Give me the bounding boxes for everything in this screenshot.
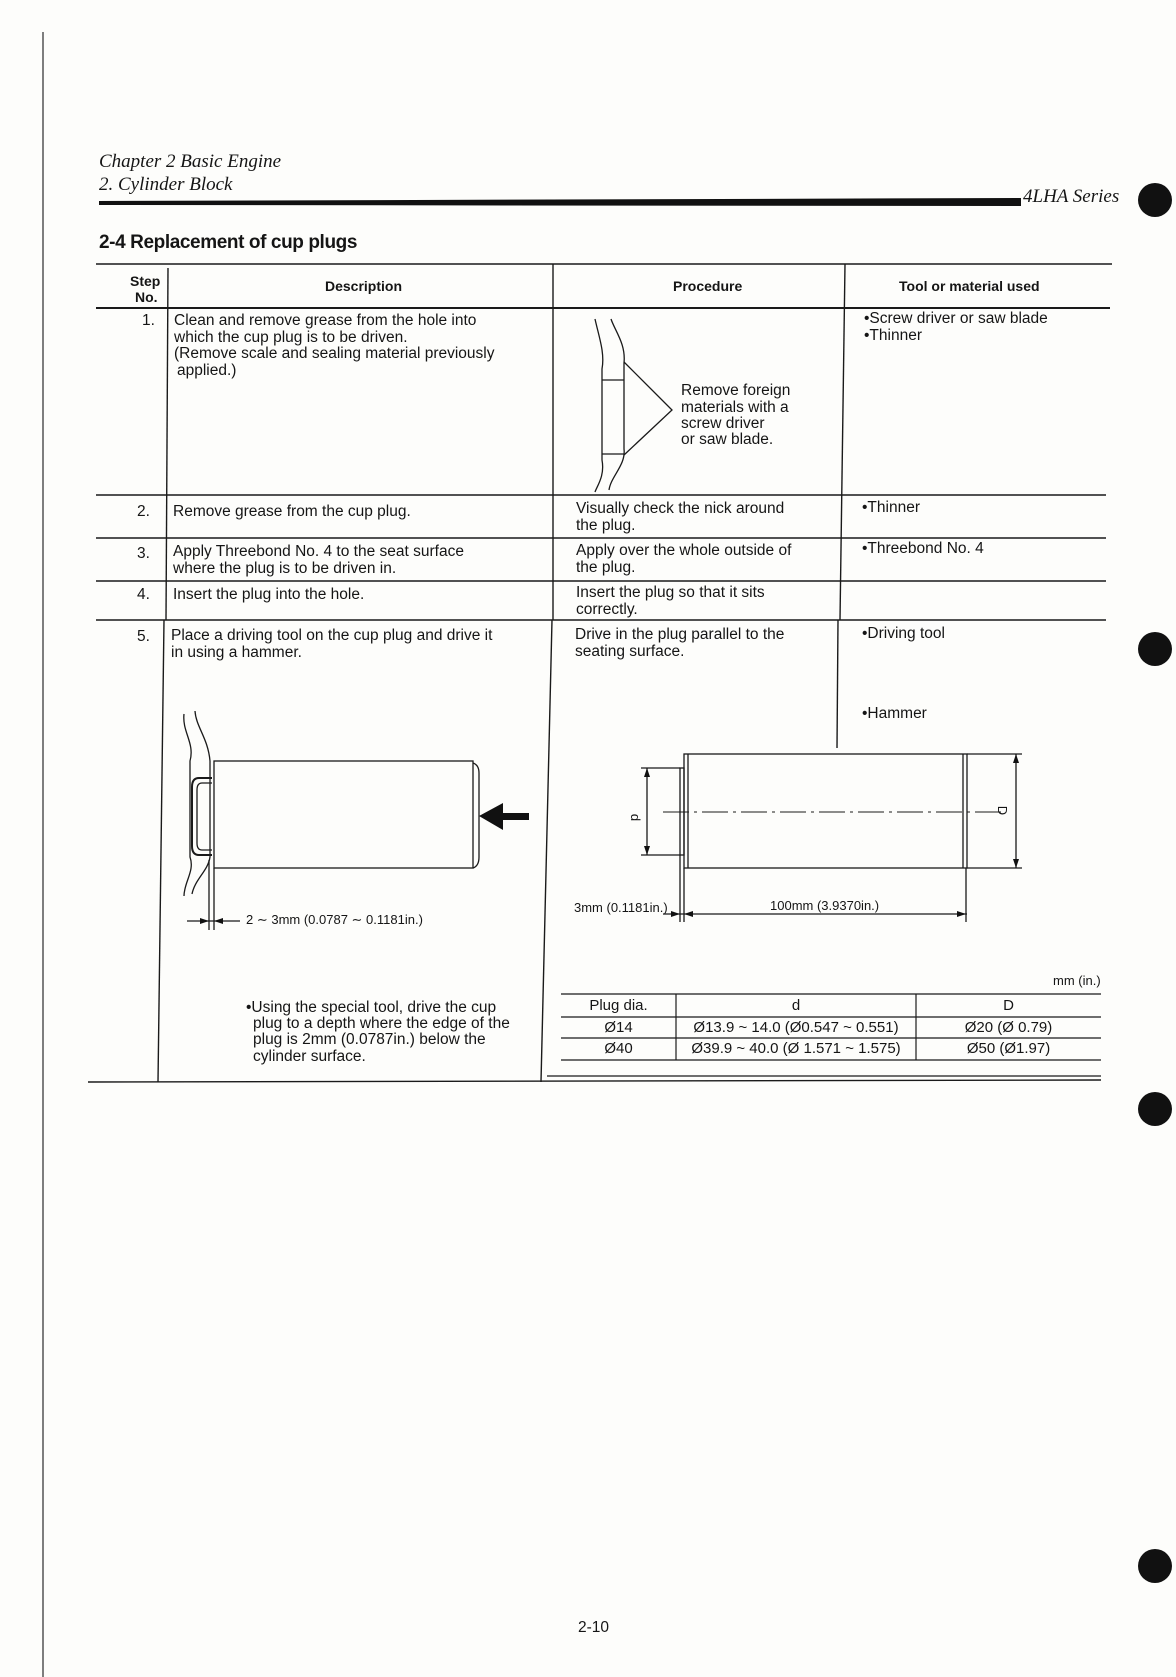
row-1-tool: •Screw driver or saw blade (864, 310, 1048, 327)
driving-tool-end (473, 763, 479, 868)
body-diameter-label: D (995, 805, 1011, 816)
depth-arrow-right (214, 918, 223, 924)
cylinder-wall-outer-contour (184, 714, 192, 896)
row-3-step: 3. (137, 545, 150, 562)
row-5-description-line: Place a driving tool on the cup plug and drive it (171, 627, 493, 644)
spec-header-d: d (791, 997, 801, 1014)
column-header-tool: Tool or material used (899, 278, 1040, 294)
row-5-tool: •Driving tool (862, 625, 945, 642)
spec-cell: Ø20 (Ø 0.79) (964, 1019, 1053, 1036)
row-4-description-line: Insert the plug into the hole. (173, 586, 365, 603)
spec-header-D: D (1003, 997, 1014, 1014)
bore-wall-inner-contour (609, 319, 624, 490)
spec-cell: Ø40 (604, 1040, 633, 1057)
length-dimension-label: 100mm (3.9370in.) (770, 898, 880, 913)
row-1-description-line: which the cup plug is to be driven. (174, 329, 408, 346)
row-3-description-line: where the plug is to be driven in. (173, 560, 397, 577)
row-3-procedure-line: Apply over the whole outside of (576, 542, 792, 559)
plug-driving-diagram (184, 711, 479, 930)
page-title: 2-4 Replacement of cup plugs (99, 232, 358, 253)
row-1-procedure-callout: materials with a (681, 399, 789, 416)
column-header-step: Step (130, 273, 161, 289)
row-3-description-line: Apply Threebond No. 4 to the seat surface (173, 543, 464, 560)
series-label: 4LHA Series (1023, 186, 1120, 207)
length-arrow-start (684, 911, 693, 917)
spec-cell: Ø13.9 ~ 14.0 (Ø0.547 ~ 0.551) (693, 1019, 899, 1036)
shoulder-dimension-label: 3mm (0.1181in.) (574, 900, 668, 915)
spec-cell: Ø39.9 ~ 40.0 (Ø 1.571 ~ 1.575) (691, 1040, 901, 1057)
driving-tool-body (214, 761, 473, 868)
binder-hole-3 (1138, 1092, 1172, 1126)
note-line: plug is 2mm (0.0787in.) below the (253, 1031, 486, 1048)
cup-plug-outer (192, 778, 212, 855)
row-4-procedure-line: Insert the plug so that it sits (576, 584, 765, 601)
row-5-procedure-line: Drive in the plug parallel to the (575, 626, 785, 643)
callout-pointer (624, 362, 672, 455)
row-3-procedure-line: the plug. (576, 559, 636, 576)
shoulder-arrow (671, 911, 680, 917)
driving-tool-dimension-diagram (641, 754, 1022, 922)
note-line: plug to a depth where the edge of the (253, 1015, 510, 1032)
procedure-column-divider-row-5 (541, 620, 552, 1082)
binder-hole-1 (1138, 183, 1172, 217)
row-5-procedure-line: seating surface. (575, 643, 685, 660)
depth-dimension-label: 2 ∼ 3mm (0.0787 ∼ 0.1181in.) (246, 912, 423, 927)
spec-table-unit: mm (in.) (1053, 973, 1101, 988)
row-2-procedure-line: Visually check the nick around (576, 500, 785, 517)
hole-cleaning-diagram (595, 319, 672, 492)
column-header-description: Description (325, 278, 403, 294)
body-arrow-top (1013, 754, 1019, 763)
hammer-direction-arrow-head (479, 803, 503, 830)
spec-header-plug-dia: Plug dia. (589, 997, 648, 1014)
row-1-procedure-callout: Remove foreign (681, 382, 791, 399)
step-column-divider (166, 268, 168, 620)
row-1-description-line: Clean and remove grease from the hole into (174, 312, 477, 329)
row-5-description-line: in using a hammer. (171, 644, 302, 661)
note-line: •Using the special tool, drive the cup (246, 999, 497, 1016)
step-column-divider-row-5 (158, 620, 164, 1082)
hammer-direction-arrow-shaft (498, 813, 529, 820)
tool-body-outline (684, 754, 967, 868)
binder-hole-2 (1138, 632, 1172, 666)
main-table-grid (88, 264, 1112, 1082)
chapter-title: Chapter 2 Basic Engine (99, 151, 282, 172)
spec-cell: Ø14 (604, 1019, 633, 1036)
row-2-procedure-line: the plug. (576, 517, 636, 534)
table-bottom-rule (88, 1080, 1101, 1082)
note-line: cylinder surface. (253, 1048, 366, 1065)
cup-plug-inner (197, 783, 212, 850)
row-4-procedure-line: correctly. (576, 601, 638, 618)
bore-wall-outer-contour (595, 319, 603, 492)
row-1-description-line: applied.) (177, 362, 237, 379)
binder-hole-4 (1138, 1549, 1172, 1583)
row-3-tool: •Threebond No. 4 (862, 540, 984, 557)
tool-column-divider-row-5 (837, 620, 838, 748)
pilot-arrow-bottom (644, 846, 650, 855)
pilot-arrow-top (644, 768, 650, 777)
depth-arrow-left (200, 918, 209, 924)
dimension-arrowheads (644, 754, 1019, 917)
row-5-tool: •Hammer (862, 705, 927, 722)
spec-cell: Ø50 (Ø1.97) (966, 1040, 1051, 1057)
tool-column-divider (840, 264, 845, 620)
plug-driving-arrows (200, 803, 529, 924)
row-4-step: 4. (137, 586, 150, 603)
row-1-procedure-callout: or saw blade. (681, 431, 774, 448)
row-1-procedure-callout: screw driver (681, 415, 765, 432)
row-2-description-line: Remove grease from the cup plug. (173, 503, 411, 520)
length-arrow-end (957, 911, 966, 917)
header-rule (99, 198, 1021, 206)
column-header-step-no: No. (135, 289, 158, 305)
tool-pilot-outline (680, 768, 684, 855)
row-1-description-line: (Remove scale and sealing material previously (174, 345, 495, 362)
column-header-procedure: Procedure (673, 278, 743, 294)
pilot-diameter-label: d (628, 813, 644, 822)
body-arrow-bottom (1013, 859, 1019, 868)
cylinder-wall-inner-contour (192, 711, 210, 894)
row-1-step: 1. (142, 312, 155, 329)
section-title: 2. Cylinder Block (99, 174, 233, 195)
row-2-tool: •Thinner (862, 499, 920, 516)
row-5-step: 5. (137, 628, 150, 645)
row-1-tool: •Thinner (864, 327, 922, 344)
page-number: 2-10 (578, 1619, 610, 1636)
row-2-step: 2. (137, 503, 150, 520)
